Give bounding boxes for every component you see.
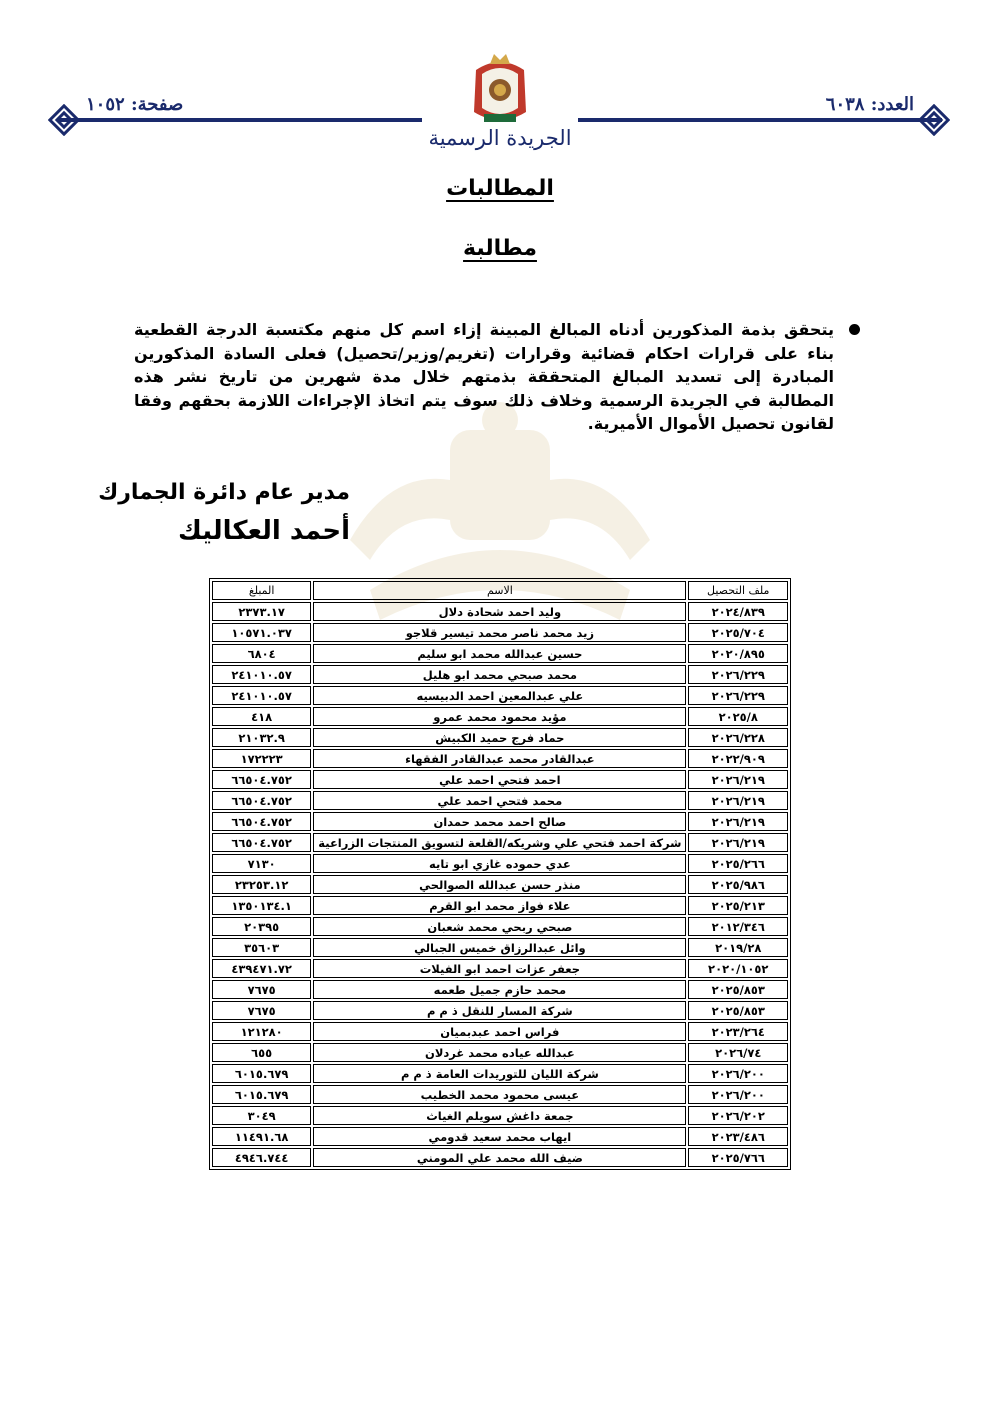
cell-amount: ٣٠٤٩ (212, 1106, 311, 1125)
cell-amount: ٧١٣٠ (212, 854, 311, 873)
cell-name: حسين عبدالله محمد ابو سليم (313, 644, 686, 663)
cell-name: وائل عبدالرزاق خميس الجبالي (313, 938, 686, 957)
table-header-row (212, 581, 788, 600)
cell-amount: ١٢١٢٨٠ (212, 1022, 311, 1041)
cell-file: ٢٠٢٦/٢١٩ (688, 833, 788, 852)
cell-file: ٢٠٢٠/١٠٥٢ (688, 959, 788, 978)
cell-file: ٢٠١٢/٣٤٦ (688, 917, 788, 936)
table-row (212, 812, 788, 831)
signatory-name: أحمد العكاليك (178, 516, 350, 546)
cell-amount: ١٠٥٧١.٠٣٧ (212, 623, 311, 642)
table-row (212, 1022, 788, 1041)
header-rule-right (578, 118, 942, 122)
cell-name: عبدالقادر محمد عبدالقادر الفقهاء (313, 749, 686, 768)
cell-amount: ٦٦٥٠٤.٧٥٢ (212, 770, 311, 789)
header-name: الاسم (313, 581, 686, 600)
table-row (212, 791, 788, 810)
cell-file: ٢٠٢٦/٢٠٢ (688, 1106, 788, 1125)
table-row (212, 833, 788, 852)
table-row (212, 854, 788, 873)
cell-name: محمد حازم جميل طعمه (313, 980, 686, 999)
cell-name: صالح احمد محمد حمدان (313, 812, 686, 831)
cell-amount: ٦٨٠٤ (212, 644, 311, 663)
cell-name: وليد احمد شحادة دلال (313, 602, 686, 621)
cell-name: محمد فتحي احمد علي (313, 791, 686, 810)
cell-amount: ١٧٢٢٢٣ (212, 749, 311, 768)
table-row (212, 686, 788, 705)
table-row (212, 896, 788, 915)
cell-name: علي عبدالمعين احمد الدبيسيه (313, 686, 686, 705)
table-row (212, 917, 788, 936)
header-amount: المبلغ (212, 581, 311, 600)
table-row (212, 1085, 788, 1104)
table-row (212, 770, 788, 789)
cell-name: عيسى محمود محمد الخطيب (313, 1085, 686, 1104)
cell-file: ٢٠٢٠/٨٩٥ (688, 644, 788, 663)
cell-amount: ٦٠١٥.٦٧٩ (212, 1064, 311, 1083)
table-row (212, 1064, 788, 1083)
table-row (212, 1043, 788, 1062)
cell-amount: ٢٤١٠١٠.٥٧ (212, 665, 311, 684)
cell-amount: ٧٦٧٥ (212, 980, 311, 999)
cell-file: ٢٠٢٦/٢٢٩ (688, 686, 788, 705)
cell-file: ٢٠٢٦/٢١٩ (688, 812, 788, 831)
cell-name: جعفر عزات احمد ابو الفيلات (313, 959, 686, 978)
cell-name: محمد صبحي محمد ابو هليل (313, 665, 686, 684)
cell-file: ٢٠٢٢/٩٠٩ (688, 749, 788, 768)
cell-file: ٢٠٢٥/٨٥٣ (688, 1001, 788, 1020)
cell-amount: ٦٦٥٠٤.٧٥٢ (212, 812, 311, 831)
cell-name: ايهاب محمد سعيد قدومي (313, 1127, 686, 1146)
table-row (212, 728, 788, 747)
header-rule-left (58, 118, 422, 122)
cell-amount: ٢٣٢٥٣.١٢ (212, 875, 311, 894)
cell-file: ٢٠٢٣/٤٨٦ (688, 1127, 788, 1146)
cell-file: ٢٠٢٥/٧٠٤ (688, 623, 788, 642)
cell-amount: ٢٣٧٣.١٧ (212, 602, 311, 621)
cell-amount: ١٣٥٠١٣٤.١ (212, 896, 311, 915)
table-row (212, 707, 788, 726)
cell-amount: ٦٠١٥.٦٧٩ (212, 1085, 311, 1104)
table-row (212, 1127, 788, 1146)
ornament-knot-icon (918, 104, 950, 136)
cell-file: ٢٠٢٦/٢٠٠ (688, 1085, 788, 1104)
section-title: المطالبات (446, 176, 554, 201)
gazette-title: الجريدة الرسمية (428, 126, 572, 150)
cell-file: ٢٠٢٥/٧٦٦ (688, 1148, 788, 1167)
cell-file: ٢٠٢٦/٢٢٩ (688, 665, 788, 684)
table-row (212, 644, 788, 663)
cell-name: حماد فرج حميد الكبيش (313, 728, 686, 747)
cell-name: احمد فتحي احمد علي (313, 770, 686, 789)
cell-name: علاء فواز محمد ابو القرم (313, 896, 686, 915)
cell-file: ٢٠٢٦/٢١٩ (688, 770, 788, 789)
cell-name: منذر حسن عبدالله الصوالحي (313, 875, 686, 894)
cell-amount: ٤١٨ (212, 707, 311, 726)
table-row (212, 749, 788, 768)
cell-amount: ٤٩٤٦.٧٤٤ (212, 1148, 311, 1167)
table-row (212, 980, 788, 999)
cell-name: جمعة داغش سويلم الغياث (313, 1106, 686, 1125)
table-row (212, 602, 788, 621)
cell-file: ٢٠٢٦/٢١٩ (688, 791, 788, 810)
cell-amount: ٦٦٥٠٤.٧٥٢ (212, 791, 311, 810)
cell-name: فراس احمد عبدبميان (313, 1022, 686, 1041)
cell-name: عبدالله عياده محمد غردلان (313, 1043, 686, 1062)
cell-amount: ٦٦٥٠٤.٧٥٢ (212, 833, 311, 852)
cell-amount: ٤٣٩٤٧١.٧٢ (212, 959, 311, 978)
notice-body: يتحقق بذمة المذكورين أدناه المبالغ المبينة إزاء اسم كل منهم مكتسبة الدرجة القطعية بناء على قرارات احكام قضائية وقرارات (تغريم/وزير/تحصيل) فعلى السادة المذكورين المبادرة إلى تسديد المبالغ المتحققة بذمتهم خلال مدة شهرين من تاريخ نشر هذه المطالبة في الجريدة الرسمية وخلاف ذلك سوف يتم اتخاذ الإجراءات اللازمة بحقهم وفقا لقانون تحصيل الأموال الأميرية. (134, 320, 834, 433)
cell-name: زيد محمد ناصر محمد تيسير قلاجو (313, 623, 686, 642)
issue-number: العدد: ٦٠٣٨ (825, 94, 914, 115)
cell-file: ٢٠٢٦/٢٢٨ (688, 728, 788, 747)
cell-file: ٢٠٢٦/٢٠٠ (688, 1064, 788, 1083)
cell-amount: ٧٦٧٥ (212, 1001, 311, 1020)
signatory-title: مدير عام دائرة الجمارك (98, 480, 350, 505)
table-row (212, 665, 788, 684)
cell-amount: ٦٥٥ (212, 1043, 311, 1062)
header-file: ملف التحصيل (688, 581, 788, 600)
table-row (212, 623, 788, 642)
ornament-knot-icon (48, 104, 80, 136)
cell-file: ٢٠٢٥/٢٦٦ (688, 854, 788, 873)
cell-amount: ٣٥٦٠٣ (212, 938, 311, 957)
cell-name: صبحي ربحي محمد شعبان (313, 917, 686, 936)
cell-file: ٢٠٢٥/٨ (688, 707, 788, 726)
cell-name: ضيف الله محمد علي المومني (313, 1148, 686, 1167)
cell-amount: ٢١٠٣٢.٩ (212, 728, 311, 747)
cell-file: ٢٠٢٥/٢١٣ (688, 896, 788, 915)
claims-table (209, 578, 791, 1170)
table-row (212, 1001, 788, 1020)
cell-amount: ١١٤٩١.٦٨ (212, 1127, 311, 1146)
notice-subtitle: مطالبة (463, 236, 537, 261)
cell-amount: ٢٠٣٩٥ (212, 917, 311, 936)
table-row (212, 938, 788, 957)
cell-file: ٢٠٢٤/٨٣٩ (688, 602, 788, 621)
cell-name: شركة احمد فتحي علي وشريكه/القلعة لتسويق المنتجات الزراعية (313, 833, 686, 852)
cell-file: ٢٠٢٣/٢٦٤ (688, 1022, 788, 1041)
cell-amount: ٢٤١٠١٠.٥٧ (212, 686, 311, 705)
cell-file: ٢٠٢٥/٩٨٦ (688, 875, 788, 894)
cell-file: ٢٠١٩/٢٨ (688, 938, 788, 957)
coat-of-arms-icon (468, 50, 532, 128)
table-row (212, 1106, 788, 1125)
table-row (212, 959, 788, 978)
table-row (212, 875, 788, 894)
cell-file: ٢٠٢٥/٨٥٣ (688, 980, 788, 999)
cell-name: مؤيد محمود محمد عمرو (313, 707, 686, 726)
cell-name: شركة المسار للنقل ذ م م (313, 1001, 686, 1020)
cell-file: ٢٠٢٦/٧٤ (688, 1043, 788, 1062)
cell-name: شركة الليان للتوريدات العامة ذ م م (313, 1064, 686, 1083)
cell-name: عدي حموده غازي ابو تايه (313, 854, 686, 873)
page-number: صفحة: ١٠٥٢ (86, 94, 184, 115)
table-row (212, 1148, 788, 1167)
